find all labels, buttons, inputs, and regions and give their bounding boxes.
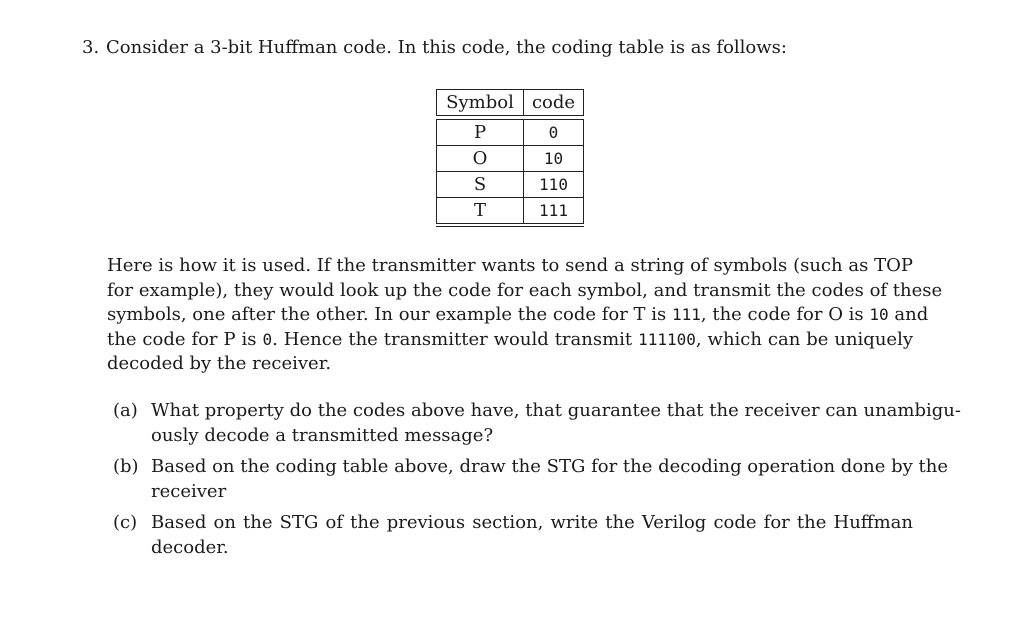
text-segment: the code for P is	[107, 328, 263, 350]
code-cell: 10	[543, 149, 564, 168]
inline-code: 0	[262, 329, 273, 349]
text-segment: , the code for O is	[700, 304, 870, 325]
part-b	[113, 455, 949, 504]
header-code: code	[531, 92, 576, 113]
table-row	[436, 172, 584, 198]
paragraph-line: Here is how it is used. If the transmitter wants to send a string of symbols (such as TOP	[107, 255, 913, 276]
inline-code: 111	[672, 305, 701, 324]
paragraph-line	[107, 328, 913, 353]
part-line: Based on the STG of the previous section, write the Verilog code for the Huffman	[151, 512, 913, 533]
code-cell: 110	[539, 175, 568, 194]
text-segment: , which can be uniquely	[695, 328, 913, 350]
part-a	[113, 399, 961, 448]
table-row	[436, 146, 584, 172]
table-header	[436, 89, 584, 116]
code-cell: 111	[539, 201, 568, 220]
part-label: (b)	[113, 456, 139, 477]
question-number: 3.	[82, 37, 100, 58]
text-segment: symbols, one after the other. In our example the code for T is	[107, 304, 672, 325]
part-line: Based on the coding table above, draw the STG for the decoding operation done by the	[151, 456, 949, 477]
part-label: (a)	[113, 400, 138, 421]
symbol-cell: T	[437, 198, 524, 223]
inline-code: 111100	[638, 329, 696, 349]
paragraph-line: decoded by the receiver.	[107, 353, 332, 374]
inline-code: 10	[869, 305, 889, 324]
symbol-cell: S	[437, 172, 524, 197]
coding-table	[436, 89, 584, 227]
paragraph-line: for example), they would look up the code for each symbol, and transmit the codes of these	[107, 279, 943, 301]
symbol-cell: O	[437, 146, 524, 171]
explanation-paragraph	[107, 254, 943, 377]
part-line: decoder.	[151, 536, 229, 558]
text-segment: and	[888, 304, 929, 325]
paragraph-line	[107, 303, 929, 328]
text-segment: . Hence the transmitter would transmit	[272, 328, 639, 350]
table-row	[436, 198, 584, 224]
part-label: (c)	[113, 512, 138, 533]
code-cell: 0	[548, 123, 559, 142]
table-body	[436, 119, 584, 227]
question-heading	[82, 36, 787, 60]
question-text: Consider a 3-bit Huffman code. In this code, the coding table is as follows:	[106, 37, 787, 58]
part-line: What property do the codes above have, that guarantee that the receiver can unambigu-	[151, 400, 961, 421]
question-parts	[113, 399, 961, 567]
header-symbol: Symbol	[437, 90, 524, 115]
table-row	[436, 120, 584, 146]
part-c	[113, 511, 913, 560]
part-line: receiver	[151, 480, 227, 502]
symbol-cell: P	[437, 120, 524, 145]
part-line: ously decode a transmitted message?	[151, 424, 494, 446]
